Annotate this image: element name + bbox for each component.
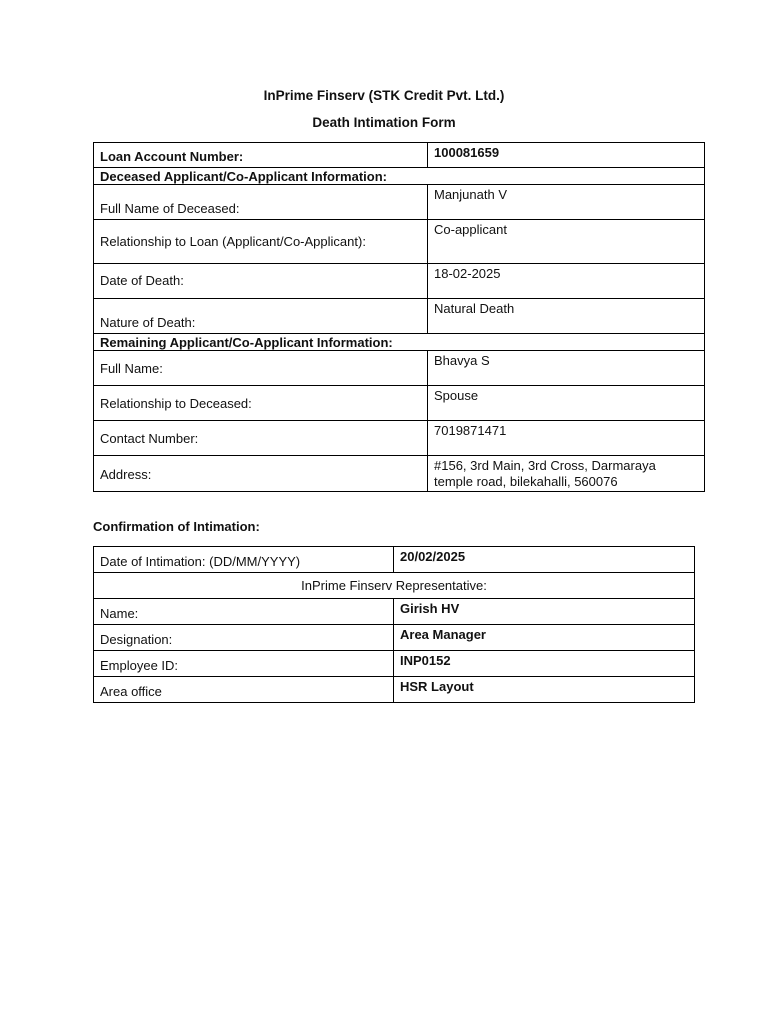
nature-of-death-value: Natural Death [428, 299, 705, 334]
representative-header: InPrime Finserv Representative: [94, 573, 695, 599]
rep-name-row [94, 599, 695, 625]
remaining-name-value: Bhavya S [428, 351, 705, 386]
deceased-name-value: Manjunath V [428, 185, 705, 220]
remaining-relationship-value: Spouse [428, 386, 705, 421]
company-title: InPrime Finserv (STK Credit Pvt. Ltd.) [263, 88, 505, 103]
deceased-relationship-row [94, 220, 705, 264]
area-office-row [94, 677, 695, 703]
rep-name-label: Name: [94, 599, 394, 625]
remaining-section-title: Remaining Applicant/Co-Applicant Information: [94, 334, 705, 351]
intimation-date-row [94, 547, 695, 573]
applicant-info-table [93, 142, 705, 492]
loan-account-value: 100081659 [428, 143, 705, 168]
contact-number-value: 7019871471 [428, 421, 705, 456]
remaining-relationship-label: Relationship to Deceased: [94, 386, 428, 421]
loan-account-label: Loan Account Number: [94, 143, 428, 168]
employee-id-label: Employee ID: [94, 651, 394, 677]
address-row [94, 456, 705, 492]
rep-name-value: Girish HV [394, 599, 695, 625]
intimation-date-label: Date of Intimation: (DD/MM/YYYY) [94, 547, 394, 573]
address-value [428, 456, 705, 492]
deceased-section-title: Deceased Applicant/Co-Applicant Information: [94, 168, 705, 185]
contact-number-row [94, 421, 705, 456]
intimation-date-value: 20/02/2025 [394, 547, 695, 573]
contact-number-label: Contact Number: [94, 421, 428, 456]
nature-of-death-row [94, 299, 705, 334]
nature-of-death-label: Nature of Death: [94, 299, 428, 334]
designation-row [94, 625, 695, 651]
form-title: Death Intimation Form [312, 115, 456, 130]
employee-id-row [94, 651, 695, 677]
remaining-relationship-row [94, 386, 705, 421]
confirmation-heading: Confirmation of Intimation: [93, 519, 260, 534]
remaining-name-row [94, 351, 705, 386]
designation-label: Designation: [94, 625, 394, 651]
date-of-death-value: 18-02-2025 [428, 264, 705, 299]
deceased-name-row [94, 185, 705, 220]
address-line-1: #156, 3rd Main, 3rd Cross, Darmaraya [434, 458, 656, 473]
date-of-death-label: Date of Death: [94, 264, 428, 299]
employee-id-value: INP0152 [394, 651, 695, 677]
loan-account-row [94, 143, 705, 168]
deceased-relationship-label: Relationship to Loan (Applicant/Co-Applicant): [94, 220, 428, 264]
representative-header-row [94, 573, 695, 599]
area-office-label: Area office [94, 677, 394, 703]
area-office-value: HSR Layout [394, 677, 695, 703]
remaining-section-row [94, 334, 705, 351]
remaining-name-label: Full Name: [94, 351, 428, 386]
date-of-death-row [94, 264, 705, 299]
address-label: Address: [94, 456, 428, 492]
designation-value: Area Manager [394, 625, 695, 651]
confirmation-table [93, 546, 695, 703]
address-line-2: temple road, bilekahalli, 560076 [434, 474, 618, 489]
deceased-section-row [94, 168, 705, 185]
deceased-name-label: Full Name of Deceased: [94, 185, 428, 220]
deceased-relationship-value: Co-applicant [428, 220, 705, 264]
